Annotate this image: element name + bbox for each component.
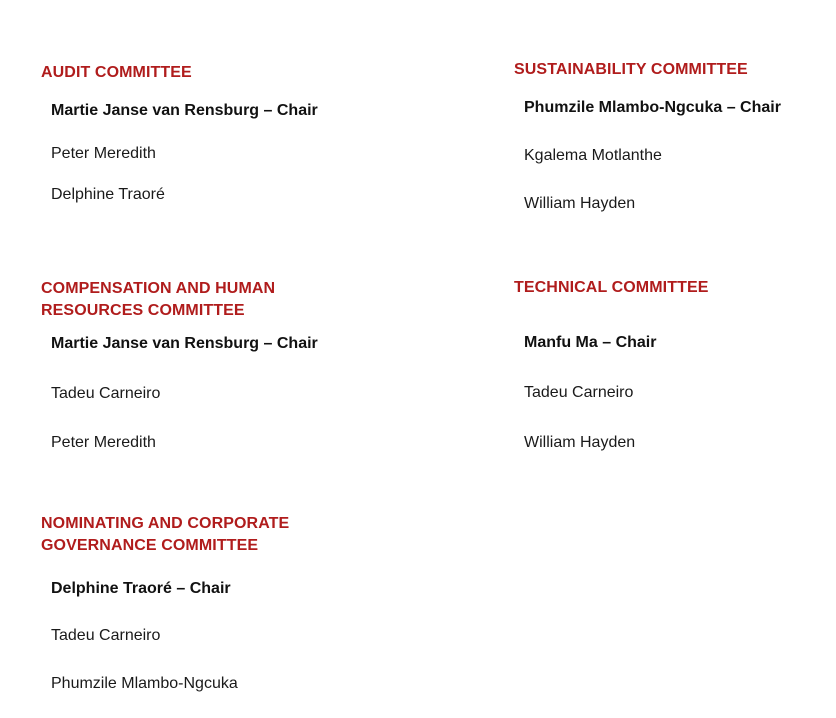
committee-title bbox=[41, 278, 421, 322]
committee-member: Phumzile Mlambo-Ngcuka bbox=[51, 675, 238, 692]
committee-title: SUSTAINABILITY COMMITTEE bbox=[514, 61, 748, 78]
committee-chair: Phumzile Mlambo-Ngcuka – Chair bbox=[524, 99, 781, 116]
committee-title: AUDIT COMMITTEE bbox=[41, 64, 192, 81]
committee-member: Peter Meredith bbox=[51, 434, 156, 451]
committee-chair: Manfu Ma – Chair bbox=[524, 334, 657, 351]
committee-member: William Hayden bbox=[524, 195, 636, 212]
committee-member: Tadeu Carneiro bbox=[51, 627, 161, 644]
committee-chair: Martie Janse van Rensburg – Chair bbox=[51, 102, 318, 119]
sustainability-committee bbox=[514, 59, 834, 219]
committee-title-line: COMPENSATION AND HUMAN bbox=[41, 280, 276, 297]
committee-chair: Martie Janse van Rensburg – Chair bbox=[51, 335, 318, 352]
nominating-governance-committee bbox=[41, 513, 421, 713]
technical-committee bbox=[514, 277, 834, 467]
committee-member: William Hayden bbox=[524, 434, 636, 451]
committee-member: Tadeu Carneiro bbox=[524, 384, 634, 401]
committee-title-line: RESOURCES COMMITTEE bbox=[41, 302, 245, 319]
committee-member: Tadeu Carneiro bbox=[51, 385, 161, 402]
committee-title-line: GOVERNANCE COMMITTEE bbox=[41, 537, 259, 554]
committee-chair: Delphine Traoré – Chair bbox=[51, 580, 231, 597]
committee-member: Kgalema Motlanthe bbox=[524, 147, 662, 164]
committee-title: TECHNICAL COMMITTEE bbox=[514, 279, 709, 296]
compensation-committee bbox=[41, 278, 421, 468]
committee-title-line: NOMINATING AND CORPORATE bbox=[41, 515, 290, 532]
committee-member: Peter Meredith bbox=[51, 145, 156, 162]
audit-committee bbox=[41, 62, 421, 222]
committee-member: Delphine Traoré bbox=[51, 186, 165, 203]
committee-title bbox=[41, 513, 421, 557]
